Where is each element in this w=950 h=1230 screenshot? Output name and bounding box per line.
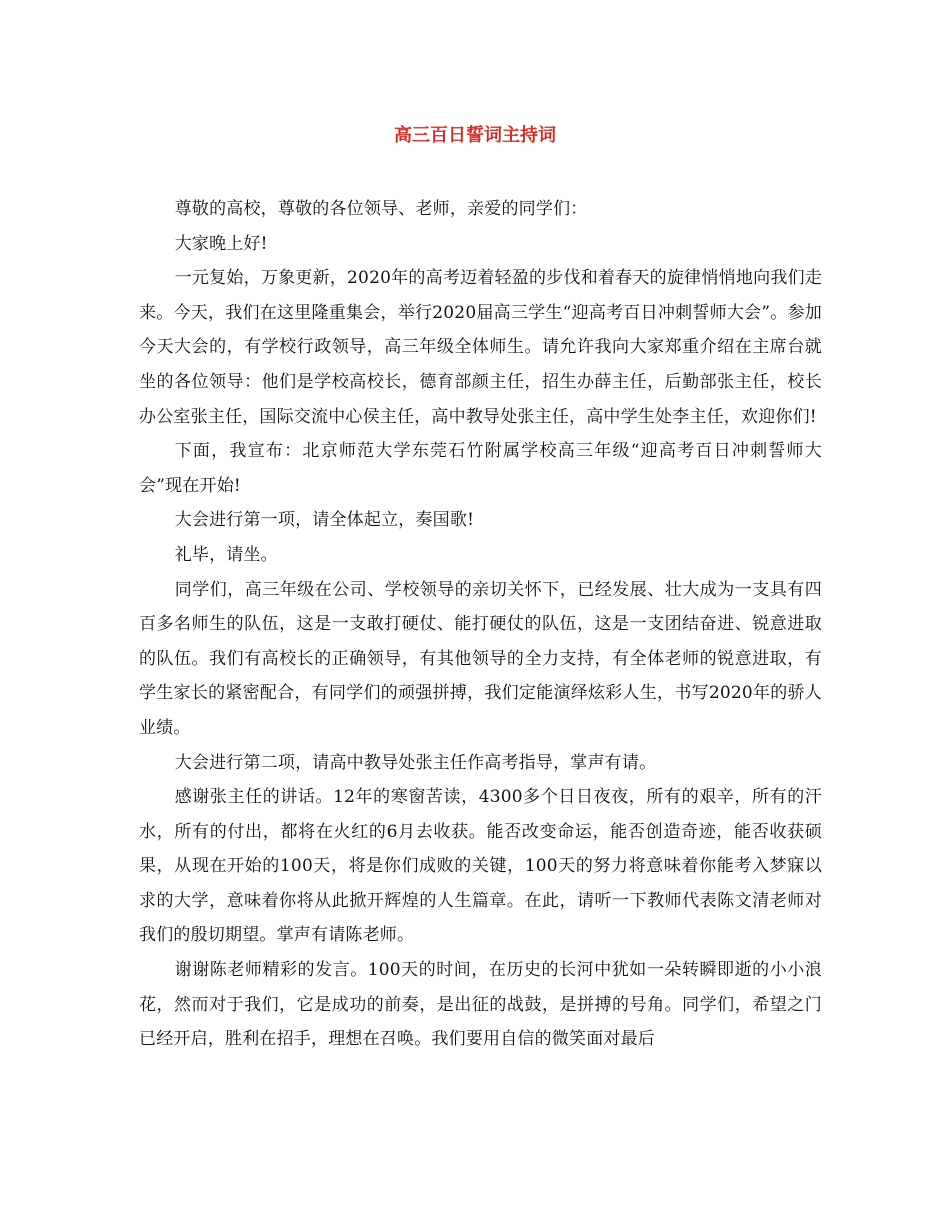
paragraph-announcement: 下面，我宣布：北京师范大学东莞石竹附属学校高三年级“迎高考百日冲刺誓师大会”现在开始! — [139, 441, 822, 496]
paragraph-greeting: 尊敬的高校，尊敬的各位领导、老师，亲爱的同学们： — [174, 199, 588, 219]
paragraph-good-evening: 大家晚上好! — [174, 233, 268, 254]
document-title: 高三百日誓词主持词 — [394, 125, 556, 146]
paragraph-thanks-zhang: 感谢张主任的讲话。12年的寒窗苦读，4300多个日日夜夜，所有的艰辛，所有的汗水，所有的付出，都将在火红的6月去收获。能否改变命运，能否创造奇迹，能否收获硕果，从现在开始的100天，将是你们成败的关键，100天的努力将意味着你能考入梦寐以求的大学，意味着你将从此掀开辉煌的人生篇章。在此，请听一下教师代表陈文清老师对我们的殷切期望。掌声有请陈老师。 — [139, 787, 822, 946]
paragraph-students: 同学们，高三年级在公司、学校领导的亲切关怀下，已经发展、壮大成为一支具有四百多名师生的队伍，这是一支敢打硬仗、能打硬仗的队伍，这是一支团结奋进、锐意进取的队伍。我们有高校长的正确领导，有其他领导的全力支持，有全体老师的锐意进取，有学生家长的紧密配合，有同学们的顽强拼搏，我们定能演绎炫彩人生，书写2020年的骄人业绩。 — [139, 579, 822, 738]
paragraph-item-one: 大会进行第一项，请全体起立，奏国歌! — [174, 510, 475, 531]
paragraph-thanks-chen: 谢谢陈老师精彩的发言。100天的时间，在历史的长河中犹如一朵转瞬即逝的小小浪花，然而对于我们，它是成功的前奏，是出征的战鼓，是拼搏的号角。同学们，希望之门已经开启，胜利在招手，理想在召唤。我们要用自信的微笑面对最后 — [139, 960, 822, 1050]
paragraph-please-sit: 礼毕，请坐。 — [174, 544, 278, 565]
document-body — [139, 192, 822, 1057]
paragraph-item-two: 大会进行第二项，请高中教导处张主任作高考指导，掌声有请。 — [174, 752, 657, 773]
paragraph-opening: 一元复始，万象更新，2020年的高考迈着轻盈的步伐和着春天的旋律悄悄地向我们走来。今天，我们在这里隆重集会，举行2020届高三学生“迎高考百日冲刺誓师大会”。参加今天大会的，有学校行政领导，高三年级全体师生。请允许我向大家郑重介绍在主席台就坐的各位领导：他们是学校高校长，德育部颜主任，招生办薛主任，后勤部张主任，校长办公室张主任，国际交流中心侯主任，高中教导处张主任，高中学生处李主任，欢迎你们! — [139, 268, 822, 427]
